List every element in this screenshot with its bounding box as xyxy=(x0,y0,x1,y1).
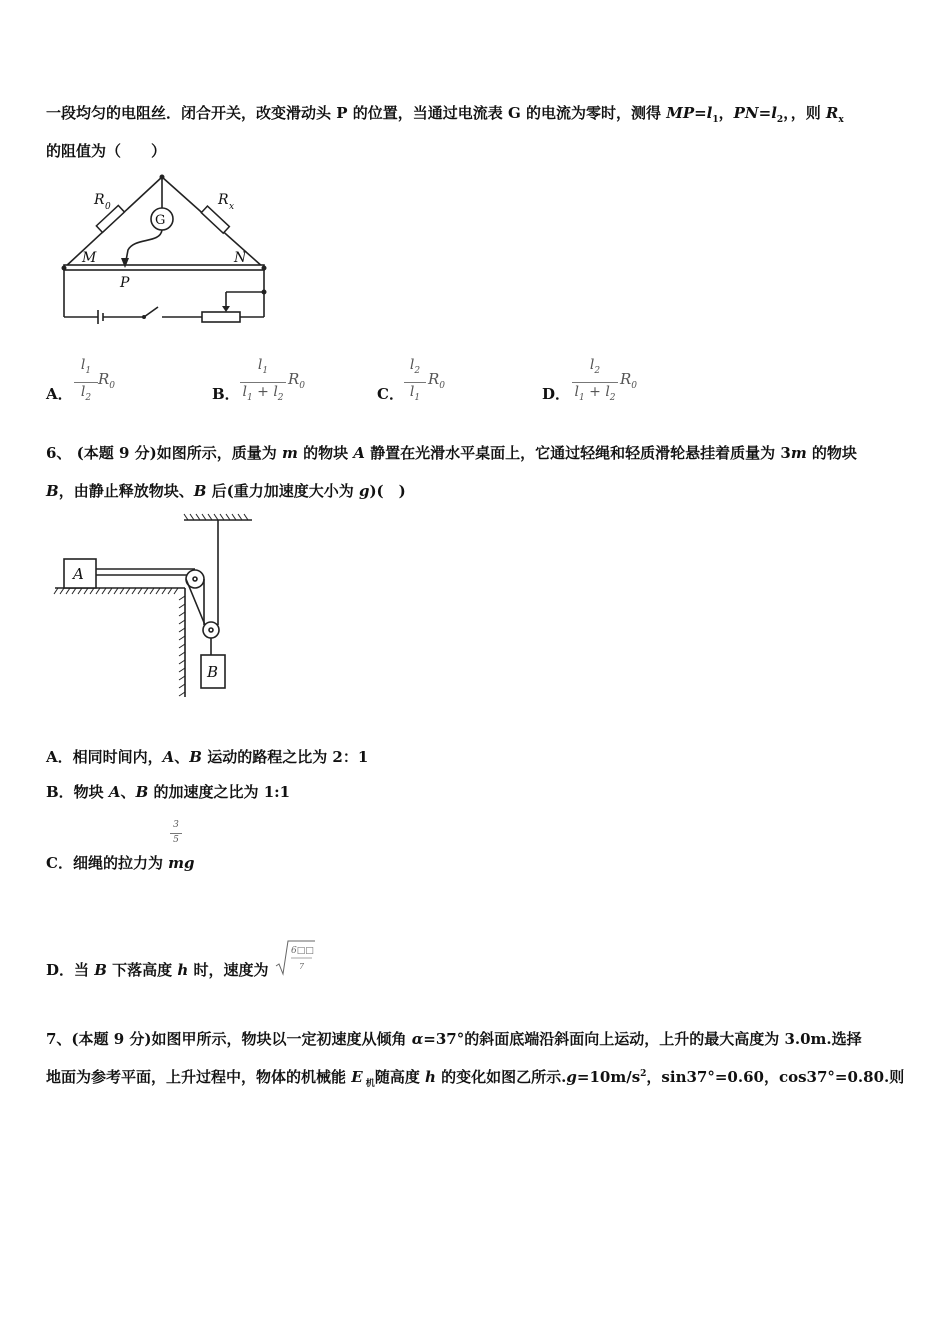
q6-stem-line2: B，由静止释放物块、B 后(重力加速度大小为 g)( ) xyxy=(46,482,406,500)
q5-option-c-letter[interactable]: C． xyxy=(377,385,404,403)
rx-subscript: x xyxy=(229,202,235,212)
q7-stem-line2: 地面为参考平面，上升过程中，物体的机械能 E $_机$随高度 h 的变化如图乙所示$.g=10m/s^2$，sin37°=0.60，cos37°=0.80.则 xyxy=(46,1068,905,1089)
q5-bridge-circuit-figure xyxy=(50,172,280,332)
q5-option-b-letter[interactable]: B． xyxy=(212,385,240,403)
p-label: P xyxy=(120,275,130,291)
q5-option-d-letter[interactable]: D． xyxy=(542,385,571,403)
block-b-label: B xyxy=(207,663,219,681)
q5-option-d-fraction: $l_2$ $l_1 + l_2$ $R_0$ xyxy=(572,357,618,407)
q6-option-d-sqrt xyxy=(275,938,317,978)
rx-label: R xyxy=(218,192,229,208)
galvanometer-label: G xyxy=(155,213,166,228)
q6-option-c[interactable]: C．细绳的拉力为 mg xyxy=(46,854,195,872)
q5-option-a-fraction: $l_1$ $l_2$ $R_0$ xyxy=(74,357,98,407)
q6-option-a[interactable]: A．相同时间内，A、B 运动的路程之比为 2：1 xyxy=(46,748,369,766)
q6-stem-line1: 6、 (本题 9 分)如图所示，质量为 m 的物块 A 静置在光滑水平桌面上，它通过轻绳和轻质滑轮悬挂着质量为 3m 的物块 xyxy=(46,444,857,462)
r0-label: R xyxy=(94,192,105,208)
n-label: N xyxy=(234,250,247,266)
q6-option-d[interactable]: D．当 B 下落高度 h 时，速度为 xyxy=(46,961,269,979)
sqrt-numerator: 6□□ xyxy=(291,946,314,956)
q5-stem-line2: 的阻值为（ ） xyxy=(46,142,167,160)
q5-option-c-fraction: $l_2$ $l_1$ $R_0$ xyxy=(404,357,426,407)
q7-stem-line1: 7、(本题 9 分)如图甲所示，物块以一定初速度从倾角 α=37°的斜面底端沿斜面向上运动，上升的最大高度为 3.0m.选择 xyxy=(46,1030,862,1048)
block-a-label: A xyxy=(73,565,84,583)
m-label: M xyxy=(82,250,97,266)
r0-subscript: 0 xyxy=(105,202,111,212)
q6-option-b[interactable]: B．物块 A、B 的加速度之比为 1:1 xyxy=(46,783,291,801)
q6-pulley-figure xyxy=(52,512,267,702)
q5-option-a-letter[interactable]: A． xyxy=(46,385,73,403)
sqrt-denominator: 7 xyxy=(299,962,305,971)
q5-stem-line1: 一段均匀的电阻丝．闭合开关，改变滑动头 P 的位置，当通过电流表 G 的电流为零时，测得 $MP=l_1$，$PN=l_2$，，则 $R_x$ xyxy=(46,104,844,125)
q5-option-b-fraction: $l_1$ $l_1 + l_2$ $R_0$ xyxy=(240,357,286,407)
q6-option-c-fraction: 3 5 xyxy=(170,820,182,852)
